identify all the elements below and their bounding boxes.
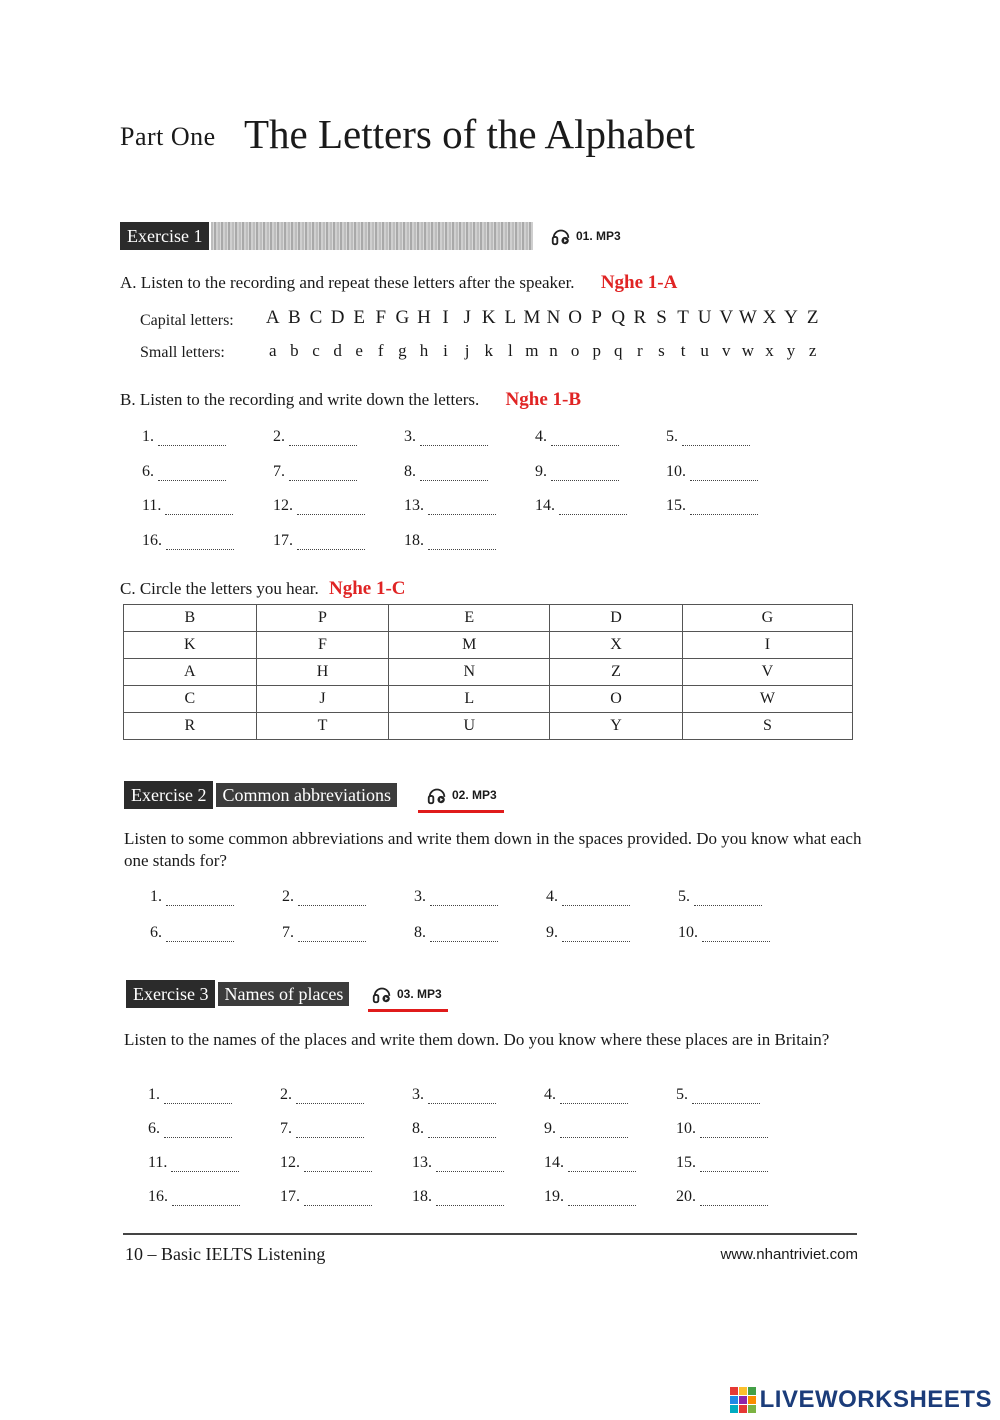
exercise3-answer-blank[interactable] bbox=[568, 1191, 636, 1206]
letter: c bbox=[312, 341, 320, 360]
letter: m bbox=[525, 341, 539, 360]
partB-item-number: 9. bbox=[535, 462, 547, 480]
exercise2-audio-underline bbox=[418, 810, 504, 813]
letter: A bbox=[265, 307, 280, 328]
partB-item-number: 2. bbox=[273, 428, 285, 445]
partB-item bbox=[404, 532, 496, 550]
letter: U bbox=[697, 307, 712, 328]
partB-item bbox=[535, 428, 619, 446]
letter: q bbox=[614, 341, 623, 360]
partB-item-number: 6. bbox=[142, 462, 154, 480]
partB-item-number: 16. bbox=[142, 531, 162, 549]
exercise3-item-number: 7. bbox=[280, 1120, 292, 1137]
letter: a bbox=[269, 341, 277, 360]
letter-grid-cell[interactable]: F bbox=[256, 632, 389, 659]
exercise3-item bbox=[676, 1154, 768, 1172]
partA-tag: Nghe 1-A bbox=[600, 272, 678, 293]
liveworksheets-logo-icon bbox=[730, 1387, 756, 1413]
exercise2-answer-blank[interactable] bbox=[562, 891, 630, 906]
exercise3-item bbox=[676, 1086, 760, 1104]
exercise1-header-texture bbox=[211, 222, 533, 250]
exercise2-answer-blank[interactable] bbox=[298, 927, 366, 942]
partB-answer-blank[interactable] bbox=[551, 431, 619, 446]
partB-item-number: 12. bbox=[273, 497, 293, 514]
partB-answer-blank[interactable] bbox=[289, 431, 357, 446]
letter: b bbox=[290, 341, 299, 360]
letter: j bbox=[464, 341, 470, 360]
partB-item bbox=[273, 532, 365, 550]
partB-item bbox=[666, 497, 758, 515]
exercise3-answer-blank[interactable] bbox=[560, 1089, 628, 1104]
letter: T bbox=[677, 307, 689, 328]
exercise3-item bbox=[412, 1120, 496, 1138]
exercise2-answer-blank[interactable] bbox=[430, 927, 498, 942]
partB-item-number: 15. bbox=[666, 497, 686, 514]
exercise2-item bbox=[546, 924, 630, 942]
letter-grid-row bbox=[124, 659, 853, 686]
exercise2-item bbox=[414, 924, 498, 942]
exercise3-item-number: 6. bbox=[148, 1120, 160, 1137]
exercise2-answer-blank[interactable] bbox=[430, 891, 498, 906]
letter-grid-cell[interactable]: R bbox=[124, 713, 257, 740]
exercise3-item-number: 18. bbox=[412, 1188, 432, 1205]
letter-grid-cell[interactable]: T bbox=[256, 713, 389, 740]
letter-grid-cell[interactable]: O bbox=[550, 686, 683, 713]
exercise2-item bbox=[678, 924, 770, 942]
partB-item bbox=[535, 463, 619, 481]
partB-answer-blank[interactable] bbox=[682, 431, 750, 446]
partB-item-number: 3. bbox=[404, 428, 416, 445]
letter: l bbox=[507, 341, 513, 360]
partB-item-number: 11. bbox=[142, 497, 162, 514]
exercise2-answer-blank[interactable] bbox=[562, 927, 630, 942]
partB-answer-blank[interactable] bbox=[297, 500, 365, 515]
exercise3-item-number: 20. bbox=[676, 1188, 696, 1205]
exercise3-answer-blank[interactable] bbox=[164, 1089, 232, 1104]
exercise3-answer-blank[interactable] bbox=[560, 1123, 628, 1138]
letter: Y bbox=[784, 307, 798, 328]
exercise3-item-number: 1. bbox=[148, 1086, 160, 1103]
exercise3-item bbox=[280, 1120, 364, 1138]
partA-instruction bbox=[120, 272, 677, 294]
exercise3-answer-blank[interactable] bbox=[700, 1191, 768, 1206]
letter: s bbox=[658, 341, 665, 360]
letter: V bbox=[719, 307, 734, 328]
partB-answer-blank[interactable] bbox=[559, 500, 627, 515]
exercise3-label: Exercise 3 bbox=[126, 980, 215, 1008]
partB-item-number: 8. bbox=[404, 462, 416, 480]
letter: W bbox=[738, 307, 757, 328]
letter: L bbox=[504, 307, 517, 328]
partB-item-number: 13. bbox=[404, 497, 424, 514]
partB-item-number: 7. bbox=[273, 462, 285, 480]
exercise3-item-number: 19. bbox=[544, 1188, 564, 1205]
letter: g bbox=[398, 341, 407, 360]
exercise3-subtitle: Names of places bbox=[218, 982, 349, 1006]
exercise1-audio-label: 01. MP3 bbox=[576, 229, 621, 243]
letter-grid-cell[interactable]: K bbox=[124, 632, 257, 659]
exercise3-item-number: 5. bbox=[676, 1086, 688, 1103]
partB-item bbox=[535, 497, 627, 515]
partB-item bbox=[404, 497, 496, 515]
part-label: Part One bbox=[120, 122, 216, 151]
letter-grid-cell[interactable]: J bbox=[256, 686, 389, 713]
letter: M bbox=[523, 307, 541, 328]
exercise2-item-number: 8. bbox=[414, 924, 426, 941]
partC-instruction bbox=[120, 578, 406, 600]
exercise3-answer-blank[interactable] bbox=[172, 1191, 240, 1206]
partB-answer-blank[interactable] bbox=[289, 466, 357, 481]
capital-letters-row bbox=[262, 307, 823, 329]
partB-item-number: 17. bbox=[273, 531, 293, 549]
exercise1-label: Exercise 1 bbox=[120, 222, 209, 250]
exercise2-item-number: 10. bbox=[678, 924, 698, 941]
exercise3-item bbox=[544, 1188, 636, 1206]
exercise3-item bbox=[148, 1086, 232, 1104]
letter: P bbox=[591, 307, 602, 328]
letter: z bbox=[808, 341, 817, 360]
letter: p bbox=[592, 341, 601, 360]
letter: x bbox=[765, 341, 774, 360]
letter-grid-cell[interactable]: G bbox=[682, 605, 852, 632]
letter: F bbox=[375, 307, 387, 328]
exercise3-item-number: 11. bbox=[148, 1154, 168, 1171]
letter-grid-cell[interactable]: B bbox=[124, 605, 257, 632]
exercise3-item bbox=[544, 1154, 636, 1172]
exercise3-item-number: 10. bbox=[676, 1120, 696, 1137]
exercise3-item bbox=[676, 1188, 768, 1206]
partB-item bbox=[273, 428, 357, 446]
liveworksheets-logo-text: LIVEWORKSHEETS bbox=[759, 1386, 992, 1413]
footer-website: www.nhantriviet.com bbox=[720, 1246, 858, 1263]
partB-answer-blank[interactable] bbox=[428, 500, 496, 515]
exercise3-item bbox=[280, 1188, 372, 1206]
exercise2-item-number: 5. bbox=[678, 888, 690, 905]
partB-answer-blank[interactable] bbox=[158, 431, 226, 446]
exercise3-item bbox=[148, 1154, 239, 1172]
exercise3-item bbox=[676, 1120, 768, 1138]
partB-answer-blank[interactable] bbox=[551, 466, 619, 481]
exercise3-item-number: 13. bbox=[412, 1154, 432, 1171]
letter: f bbox=[377, 341, 384, 360]
exercise3-item-number: 3. bbox=[412, 1086, 424, 1103]
letter-grid-cell[interactable]: W bbox=[682, 686, 852, 713]
letter: K bbox=[481, 307, 496, 328]
exercise2-item bbox=[150, 924, 234, 942]
partB-item bbox=[142, 497, 233, 515]
exercise3-item bbox=[148, 1188, 240, 1206]
letter-grid-cell[interactable]: N bbox=[389, 659, 550, 686]
letter-grid-cell[interactable]: H bbox=[256, 659, 389, 686]
exercise3-answer-blank[interactable] bbox=[304, 1191, 372, 1206]
partB-item bbox=[142, 463, 226, 481]
partB-instruction-text: B. Listen to the recording and write down the letters. bbox=[120, 390, 480, 409]
partB-item bbox=[666, 463, 758, 481]
exercise3-answer-blank[interactable] bbox=[700, 1157, 768, 1172]
exercise2-item bbox=[150, 888, 234, 906]
exercise3-answer-blank[interactable] bbox=[428, 1123, 496, 1138]
exercise3-item-number: 4. bbox=[544, 1086, 556, 1103]
exercise3-item-number: 12. bbox=[280, 1154, 300, 1171]
exercise2-item-number: 2. bbox=[282, 888, 294, 905]
exercise2-item bbox=[678, 888, 762, 906]
exercise2-answer-blank[interactable] bbox=[298, 891, 366, 906]
partB-item bbox=[273, 497, 365, 515]
letter: I bbox=[442, 307, 449, 328]
letter-grid-cell[interactable]: U bbox=[389, 713, 550, 740]
exercise2-header bbox=[124, 781, 397, 809]
letter: X bbox=[762, 307, 777, 328]
letter-grid-cell[interactable]: E bbox=[389, 605, 550, 632]
letter: S bbox=[656, 307, 667, 328]
exercise1-audio[interactable] bbox=[550, 225, 621, 247]
exercise3-item bbox=[280, 1086, 364, 1104]
letter: e bbox=[355, 341, 363, 360]
exercise2-item bbox=[414, 888, 498, 906]
partB-answer-blank[interactable] bbox=[690, 500, 758, 515]
partB-item bbox=[666, 428, 750, 446]
letter-grid-row bbox=[124, 632, 853, 659]
small-letters-label: Small letters: bbox=[140, 344, 225, 361]
partB-item-number: 4. bbox=[535, 428, 547, 445]
letter-grid-cell[interactable]: S bbox=[682, 713, 852, 740]
letter-grid-row bbox=[124, 605, 853, 632]
letter: i bbox=[443, 341, 448, 360]
exercise3-item bbox=[412, 1188, 504, 1206]
headphones-icon bbox=[426, 784, 448, 806]
partB-answer-blank[interactable] bbox=[420, 466, 488, 481]
letter-grid-cell[interactable]: A bbox=[124, 659, 257, 686]
letter-grid-cell[interactable]: C bbox=[124, 686, 257, 713]
letter: Q bbox=[611, 307, 626, 328]
exercise2-subtitle: Common abbreviations bbox=[216, 783, 396, 807]
letter: w bbox=[741, 341, 754, 360]
exercise2-item bbox=[546, 888, 630, 906]
headphones-icon bbox=[550, 225, 572, 247]
letter-grid bbox=[123, 604, 853, 740]
partB-item bbox=[404, 463, 488, 481]
exercise3-answer-blank[interactable] bbox=[436, 1191, 504, 1206]
letter-grid-cell[interactable]: M bbox=[389, 632, 550, 659]
letter-grid-row bbox=[124, 713, 853, 740]
exercise3-item bbox=[412, 1086, 496, 1104]
partB-item-number: 18. bbox=[404, 531, 424, 549]
partB-item-number: 14. bbox=[535, 497, 555, 514]
letter: J bbox=[463, 307, 471, 328]
exercise3-item-number: 9. bbox=[544, 1120, 556, 1137]
letter-grid-cell[interactable]: Z bbox=[550, 659, 683, 686]
exercise2-audio-label: 02. MP3 bbox=[452, 788, 497, 802]
exercise2-item-number: 7. bbox=[282, 924, 294, 941]
exercise3-item bbox=[544, 1086, 628, 1104]
partB-answer-blank[interactable] bbox=[297, 535, 365, 550]
letter: t bbox=[680, 341, 686, 360]
exercise2-answer-blank[interactable] bbox=[702, 927, 770, 942]
exercise2-answer-blank[interactable] bbox=[166, 891, 234, 906]
exercise2-instruction: Listen to some common abbreviations and write them down in the spaces provided. Do you know what each one stands for? bbox=[124, 829, 862, 870]
partB-item-number: 10. bbox=[666, 462, 686, 480]
letter: k bbox=[484, 341, 493, 360]
exercise3-item-number: 15. bbox=[676, 1154, 696, 1171]
exercise3-header bbox=[126, 980, 349, 1008]
partB-tag: Nghe 1-B bbox=[505, 389, 582, 410]
exercise2-audio[interactable] bbox=[426, 784, 497, 806]
exercise2-item bbox=[282, 924, 366, 942]
letter: N bbox=[546, 307, 561, 328]
partB-answer-blank[interactable] bbox=[420, 431, 488, 446]
letter: d bbox=[333, 341, 342, 360]
partB-answer-blank[interactable] bbox=[165, 500, 233, 515]
exercise3-item-number: 16. bbox=[148, 1188, 168, 1205]
exercise2-answer-blank[interactable] bbox=[166, 927, 234, 942]
exercise3-answer-blank[interactable] bbox=[164, 1123, 232, 1138]
letter-grid-cell[interactable]: L bbox=[389, 686, 550, 713]
letter: E bbox=[353, 307, 365, 328]
exercise1-header bbox=[120, 222, 533, 250]
letter: B bbox=[288, 307, 301, 328]
exercise3-item bbox=[544, 1120, 628, 1138]
partB-item-number: 5. bbox=[666, 428, 678, 445]
exercise2-item-number: 4. bbox=[546, 888, 558, 905]
exercise3-audio[interactable] bbox=[371, 983, 442, 1005]
exercise3-item bbox=[412, 1154, 504, 1172]
letter: u bbox=[700, 341, 709, 360]
partB-instruction bbox=[120, 389, 581, 411]
exercise3-answer-blank[interactable] bbox=[692, 1089, 760, 1104]
exercise2-item-number: 3. bbox=[414, 888, 426, 905]
exercise3-item-number: 8. bbox=[412, 1120, 424, 1137]
letter: h bbox=[419, 341, 429, 360]
partC-tag: Nghe 1-C bbox=[329, 578, 406, 599]
letter: O bbox=[568, 307, 582, 328]
letter: o bbox=[570, 341, 580, 360]
exercise2-item-number: 1. bbox=[150, 888, 162, 905]
exercise3-answer-blank[interactable] bbox=[700, 1123, 768, 1138]
letter-grid-cell[interactable]: Y bbox=[550, 713, 683, 740]
letter-grid-cell[interactable]: D bbox=[550, 605, 683, 632]
small-letters-row bbox=[262, 341, 823, 361]
letter: C bbox=[309, 307, 323, 328]
exercise3-item bbox=[148, 1120, 232, 1138]
partA-instruction-text: A. Listen to the recording and repeat these letters after the speaker. bbox=[120, 273, 575, 292]
exercise3-answer-blank[interactable] bbox=[428, 1089, 496, 1104]
capital-letters-label: Capital letters: bbox=[140, 312, 234, 329]
exercise3-item-number: 2. bbox=[280, 1086, 292, 1103]
partB-item bbox=[142, 428, 226, 446]
partB-answer-blank[interactable] bbox=[158, 466, 226, 481]
letter: G bbox=[395, 307, 410, 328]
partB-item-number: 1. bbox=[142, 428, 154, 445]
letter-grid-cell[interactable]: X bbox=[550, 632, 683, 659]
letter: r bbox=[637, 341, 643, 360]
exercise3-audio-label: 03. MP3 bbox=[397, 987, 442, 1001]
letter: D bbox=[330, 307, 345, 328]
exercise3-answer-blank[interactable] bbox=[296, 1089, 364, 1104]
letter-grid-cell[interactable]: P bbox=[256, 605, 389, 632]
partB-answer-blank[interactable] bbox=[690, 466, 758, 481]
letter: Z bbox=[806, 307, 819, 328]
footer-divider bbox=[123, 1233, 857, 1235]
exercise2-item bbox=[282, 888, 366, 906]
exercise2-answer-blank[interactable] bbox=[694, 891, 762, 906]
partC-instruction-text: C. Circle the letters you hear. bbox=[120, 579, 319, 598]
partB-item bbox=[273, 463, 357, 481]
letter-grid-cell[interactable]: V bbox=[682, 659, 852, 686]
liveworksheets-logo bbox=[730, 1386, 992, 1414]
partB-item bbox=[142, 532, 234, 550]
exercise3-audio-underline bbox=[368, 1009, 448, 1012]
partB-answer-blank[interactable] bbox=[428, 535, 496, 550]
exercise2-label: Exercise 2 bbox=[124, 781, 213, 809]
page-title: The Letters of the Alphabet bbox=[244, 111, 695, 157]
exercise3-answer-blank[interactable] bbox=[436, 1157, 504, 1172]
letter: y bbox=[786, 341, 796, 360]
exercise3-item bbox=[280, 1154, 372, 1172]
exercise3-instruction: Listen to the names of the places and write them down. Do you know where these places are in Britain? bbox=[124, 1030, 830, 1049]
headphones-icon bbox=[371, 983, 393, 1005]
exercise3-answer-blank[interactable] bbox=[568, 1157, 636, 1172]
exercise3-item-number: 14. bbox=[544, 1154, 564, 1171]
letter: R bbox=[633, 307, 647, 328]
letter-grid-row bbox=[124, 686, 853, 713]
partB-item bbox=[404, 428, 488, 446]
exercise3-item-number: 17. bbox=[280, 1188, 300, 1205]
exercise2-item-number: 9. bbox=[546, 924, 558, 941]
letter-grid-cell[interactable]: I bbox=[682, 632, 852, 659]
letter: H bbox=[417, 307, 431, 328]
letter: v bbox=[722, 341, 731, 360]
exercise3-answer-blank[interactable] bbox=[296, 1123, 364, 1138]
letter: n bbox=[549, 341, 558, 360]
exercise3-answer-blank[interactable] bbox=[171, 1157, 239, 1172]
footer-page-label: 10 – Basic IELTS Listening bbox=[125, 1244, 326, 1264]
exercise2-item-number: 6. bbox=[150, 924, 162, 941]
partB-answer-blank[interactable] bbox=[166, 535, 234, 550]
exercise3-answer-blank[interactable] bbox=[304, 1157, 372, 1172]
